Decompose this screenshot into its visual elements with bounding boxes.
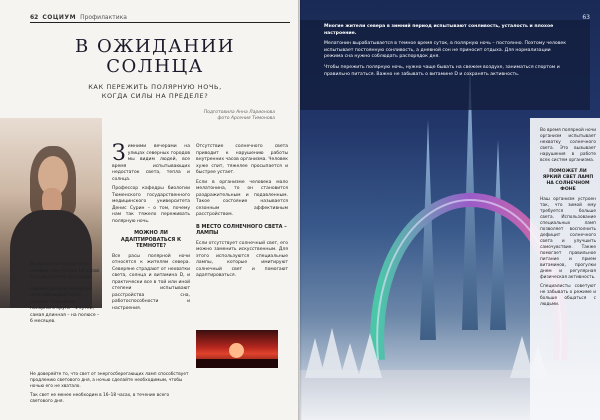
- footnote-paragraph: Так свет не менее необходим в 16–18 часах, в течение всего светового дня.: [30, 393, 170, 404]
- page-number: 63: [582, 14, 590, 21]
- caption-paragraph: Самая короткая полярная ночь наблюдается на широте Северного полярного круга – 1 сутки, самая длинная – на полюсе – 6 месяцев.: [30, 286, 100, 324]
- spine-shadow: [298, 0, 302, 420]
- header-rule: [30, 22, 290, 23]
- body-paragraph: Если отсутствует солнечный свет, его можно заменить искусственным. Для этого используются специальные лампы, которые имитируют солнечный свет и помогают адаптироваться.: [196, 240, 288, 278]
- title-line: В ОЖИДАНИИ: [75, 36, 235, 57]
- intro-paragraph: Чтобы пережить полярную ночь, нужно чаще бывать на свежем воздухе, заниматься спортом и правильно питаться. Важно не забывать о витамине D и сохранять активность.: [324, 64, 560, 77]
- subtitle-line: КОГДА СИЛЫ НА ПРЕДЕЛЕ?: [101, 92, 209, 100]
- footnote: [30, 372, 190, 408]
- text-column-2: [196, 144, 288, 283]
- photo-credit: фото Арсения Тимонова: [217, 116, 275, 121]
- author-credit: Подготовила Анна Ларионова: [203, 110, 275, 115]
- subtitle-line: КАК ПЕРЕЖИТЬ ПОЛЯРНУЮ НОЧЬ,: [88, 83, 222, 91]
- section-subhead: В МЕСТО СОЛНЕЧНОГО СВЕТА – ЛАМПЫ: [196, 223, 287, 236]
- section-subhead: ПОМОЖЕТ ЛИ ЯРКИЙ СВЕТ ЛАМП НА СОЛНЕЧНОМ ФОНЕ: [542, 169, 594, 192]
- horizon-shape: [196, 359, 278, 368]
- intro-paragraph: Мелатонин вырабатывается в темное время суток, в полярную ночь – постоянно. Поэтому человек испытывает постоянную сонливость, а дневной сон не приносит отдыха. Для нормализации режима сна нужно соблюдать распорядок дня.: [324, 41, 567, 60]
- intro-lead: [324, 24, 569, 37]
- body-paragraph: Профессор кафедры биологии Тюменского государственного медицинского университета Денис Сурин – о том, почему нам так тяжело переживать полярную ночь.: [112, 186, 190, 224]
- drop-cap: З: [112, 141, 126, 166]
- article-subtitle: [40, 83, 270, 101]
- body-paragraph: Специалисты советуют не забывать о режиме и больше общаться с людьми.: [540, 284, 596, 307]
- title-line: СОЛНЦА: [106, 56, 204, 77]
- lead-text: имними вечерами на улицах северных городов мы видим людей, все время испытывающих недостаток света, тепла и солнца.: [112, 144, 190, 182]
- footnote-paragraph: Не доверяйте то, что свет от энергосберегающих ламп способствует продлению светового дня, а ночью сделайте необходимым, чтобы ночью его не хватало.: [30, 372, 189, 389]
- intro-lead-text: Многие жители севера в зимний период испытывают сонливость, усталость и плохое настроение.: [324, 24, 554, 36]
- section-subhead: МОЖНО ЛИ АДАПТИРОВАТЬСЯ К ТЕМНОТЕ?: [120, 230, 182, 249]
- spire-right: [490, 140, 506, 330]
- body-paragraph: Если в организме человека мало мелатонина, то он становится раздражительным и подавленным. Такое состояние называется сезонным аффективным расстройством.: [196, 179, 288, 217]
- body-paragraph: Отсутствие солнечного света приводит к нарушению работы внутренних часов организма. Человек хуже спит, тяжелее просыпается и быстрее устает.: [196, 144, 288, 175]
- lead-paragraph: [112, 141, 190, 183]
- caption-paragraph: Во время полярной ночи человек спит более 14 часов и не выспается все равно.: [30, 262, 99, 280]
- intro-text: [324, 24, 569, 82]
- article-title: [20, 37, 290, 77]
- sun-shape: [229, 343, 244, 358]
- rubric: Профилактика: [80, 14, 127, 21]
- page-number: 62: [30, 14, 39, 21]
- right-page: [300, 0, 600, 420]
- magazine-brand: СОЦИУМ: [42, 14, 77, 21]
- body-paragraph: Во время полярной ночи организм испытывает нехватку солнечного света. Это вызывает нарушения в работе всех систем организма.: [540, 128, 596, 163]
- body-paragraph: Наш организм устроен так, что зимой ему требуется больше света. Использование специальных ламп позволяет восполнить дефицит солнечного света и улучшить самочувствие. Также помогает правильное питание и прием витаминов, прогулки днем и регулярная физическая активность.: [540, 197, 596, 280]
- right-text-column: [540, 128, 596, 311]
- spire-left: [420, 120, 436, 340]
- text-column-1: [112, 141, 190, 315]
- body-paragraph: Все расы полярной ночи относятся к жителям севера. Северяне страдают от нехватки света, солнца и витамина D, и практически все в той или иной степени испытывают расстройства сна, работоспособности и настроения.: [112, 253, 190, 311]
- running-header: [30, 14, 127, 21]
- photo-caption: [30, 262, 100, 331]
- sunset-photo: [196, 330, 278, 368]
